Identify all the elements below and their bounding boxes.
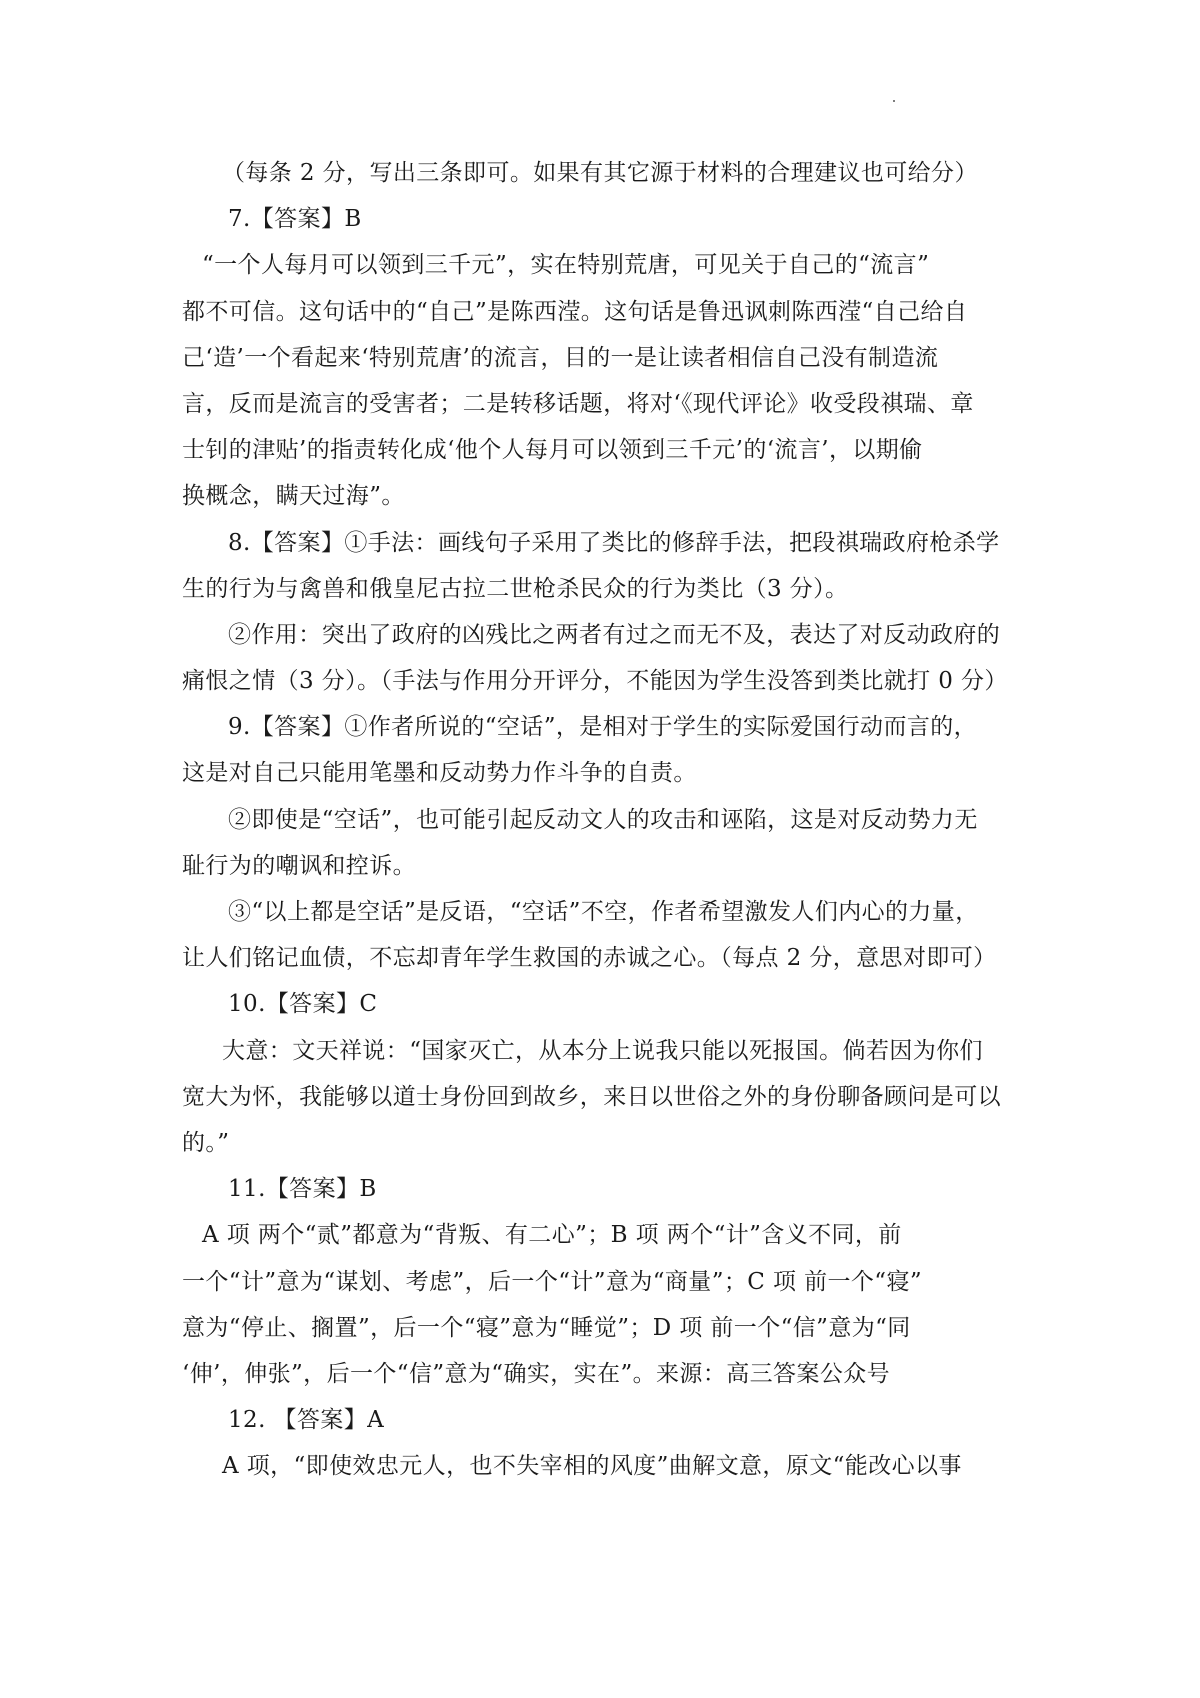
text-line: A 项，“即使效忠元人，也不失宰相的风度”曲解文意，原文“能改心以事 <box>222 1453 962 1480</box>
answer-heading: 12. 【答案】A <box>228 1407 385 1434</box>
text-line: 宽大为怀，我能够以道士身份回到故乡，来日以世俗之外的身份聊备顾问是可以 <box>182 1083 1001 1110</box>
text-line: 士钊的津贴’的指责转化成‘他个人每月可以领到三千元’的‘流言’，以期偷 <box>182 437 923 464</box>
text-line: 让人们铭记血债，不忘却青年学生救国的赤诚之心。（每点 2 分，意思对即可） <box>182 945 997 972</box>
text-line: 意为“停止、搁置”，后一个“寝”意为“睡觉”；D 项 前一个“信”意为“同 <box>182 1314 911 1341</box>
text-line: 大意：文天祥说：“国家灭亡，从本分上说我只能以死报国。倘若因为你们 <box>222 1037 983 1064</box>
text-line: 生的行为与禽兽和俄皇尼古拉二世枪杀民众的行为类比（3 分）。 <box>182 575 849 602</box>
text-line: （每条 2 分，写出三条即可。如果有其它源于材料的合理建议也可给分） <box>222 160 978 186</box>
text-line: A 项 两个“贰”都意为“背叛、有二心”；B 项 两个“计”含义不同，前 <box>202 1222 902 1249</box>
answer-heading: 7.【答案】B <box>228 206 362 233</box>
text-line: ‘伸’，伸张”，后一个“信”意为“确实，实在”。来源：高三答案公众号 <box>182 1360 891 1387</box>
text-line: ③“以上都是空话”是反语，“空话”不空，作者希望激发人们内心的力量， <box>228 899 979 925</box>
document-body <box>182 150 1022 1489</box>
text-line: 这是对自己只能用笔墨和反动势力作斗争的自责。 <box>182 760 697 787</box>
text-line: 都不可信。这句话中的“自己”是陈西滢。这句话是鲁迅讽刺陈西滢“自己给自 <box>182 298 968 325</box>
text-line: 耻行为的嘲讽和控诉。 <box>182 852 416 879</box>
text-line: 一个“计”意为“谋划、考虑”，后一个“计”意为“商量”；C 项 前一个“寝” <box>182 1268 923 1295</box>
answer-heading: 11.【答案】B <box>228 1176 377 1203</box>
text-line: 言，反而是流言的受害者；二是转移话题，将对‘《现代评论》收受段祺瑞、章 <box>182 390 974 417</box>
answer-heading: 10.【答案】C <box>228 991 378 1018</box>
text-line: 痛恨之情（3 分）。（手法与作用分开评分，不能因为学生没答到类比就打 0 分） <box>182 668 1008 695</box>
text-line: “一个人每月可以领到三千元”，实在特别荒唐，可见关于自己的“流言” <box>202 252 930 279</box>
text-line: 己‘造’一个看起来‘特别荒唐’的流言，目的一是让读者相信自己没有制造流 <box>182 344 939 371</box>
text-line: 的。” <box>182 1129 230 1156</box>
text-line: ②即使是“空话”，也可能引起反动文人的攻击和诬陷，这是对反动势力无 <box>228 806 978 833</box>
text-line: 换概念，瞒天过海”。 <box>182 483 405 510</box>
scan-dot <box>893 100 895 102</box>
answer-heading: 9.【答案】①作者所说的“空话”，是相对于学生的实际爱国行动而言的， <box>228 714 978 741</box>
answer-heading: 8.【答案】①手法：画线句子采用了类比的修辞手法，把段祺瑞政府枪杀学 <box>228 529 1000 556</box>
text-line: ②作用：突出了政府的凶残比之两者有过之而无不及，表达了对反动政府的 <box>228 621 1001 648</box>
